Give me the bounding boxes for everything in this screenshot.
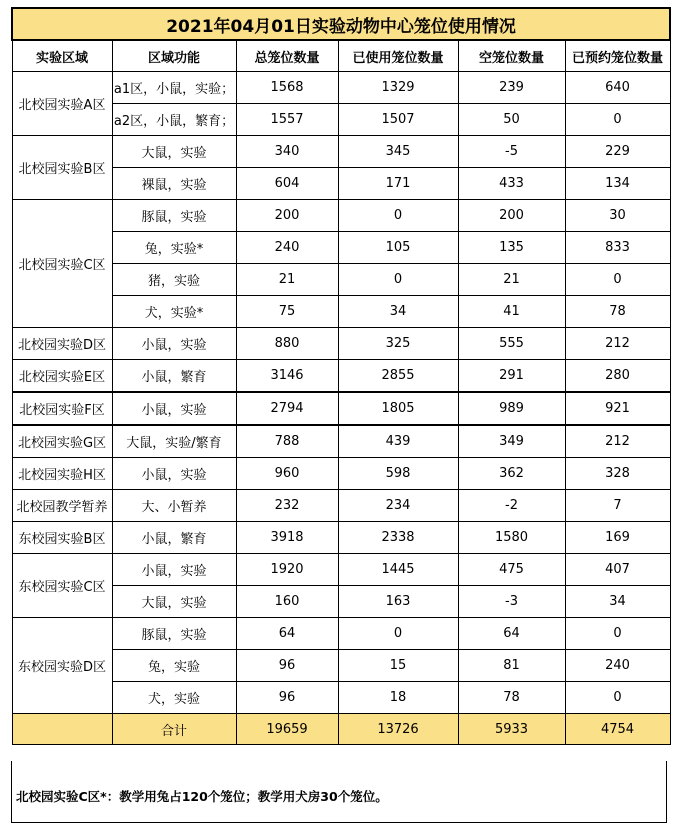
total-cell: 21 bbox=[236, 264, 338, 296]
total-cages: 19659 bbox=[236, 714, 338, 745]
used-cell: 15 bbox=[338, 650, 458, 682]
total-cell: 3918 bbox=[236, 522, 338, 554]
table-row bbox=[12, 490, 670, 522]
used-cell: 598 bbox=[338, 458, 458, 490]
function-cell: a1区，小鼠，实验； bbox=[112, 72, 236, 104]
empty-cell: 989 bbox=[458, 392, 565, 425]
reserved-cell: 280 bbox=[565, 360, 670, 393]
used-cell: 171 bbox=[338, 168, 458, 200]
function-cell: 猪，实验 bbox=[112, 264, 236, 296]
total-row-blank bbox=[12, 714, 112, 745]
reserved-cell: 229 bbox=[565, 136, 670, 168]
empty-cell: 239 bbox=[458, 72, 565, 104]
zone-name-cell: 北校园实验E区 bbox=[12, 360, 112, 393]
table-title: 2021年04月01日实验动物中心笼位使用情况 bbox=[12, 8, 670, 40]
reserved-cell: 7 bbox=[565, 490, 670, 522]
zone-name-cell: 北校园教学暂养 bbox=[12, 490, 112, 522]
header-function: 区域功能 bbox=[112, 40, 236, 72]
reserved-cell: 640 bbox=[565, 72, 670, 104]
function-cell: 兔，实验* bbox=[112, 232, 236, 264]
total-cell: 96 bbox=[236, 682, 338, 714]
total-cell: 75 bbox=[236, 296, 338, 328]
function-cell: 兔，实验 bbox=[112, 650, 236, 682]
empty-cell: 64 bbox=[458, 618, 565, 650]
table-row bbox=[12, 200, 670, 232]
total-cell: 232 bbox=[236, 490, 338, 522]
used-cell: 325 bbox=[338, 328, 458, 360]
used-cell: 163 bbox=[338, 586, 458, 618]
empty-cell: 433 bbox=[458, 168, 565, 200]
zone-name-cell: 东校园实验C区 bbox=[12, 554, 112, 618]
total-cell: 2794 bbox=[236, 392, 338, 425]
function-cell: 大鼠，实验 bbox=[112, 586, 236, 618]
used-cell: 2855 bbox=[338, 360, 458, 393]
table-row bbox=[12, 392, 670, 425]
empty-cell: 81 bbox=[458, 650, 565, 682]
zone-name-cell: 北校园实验A区 bbox=[12, 72, 112, 136]
zone-name-cell: 东校园实验D区 bbox=[12, 618, 112, 714]
used-cell: 345 bbox=[338, 136, 458, 168]
used-cell: 1445 bbox=[338, 554, 458, 586]
function-cell: 小鼠，实验 bbox=[112, 554, 236, 586]
reserved-cell: 0 bbox=[565, 618, 670, 650]
empty-cell: 1580 bbox=[458, 522, 565, 554]
total-cell: 64 bbox=[236, 618, 338, 650]
table-row bbox=[12, 360, 670, 393]
used-cell: 105 bbox=[338, 232, 458, 264]
total-cell: 3146 bbox=[236, 360, 338, 393]
used-cell: 18 bbox=[338, 682, 458, 714]
total-cell: 1568 bbox=[236, 72, 338, 104]
reserved-cell: 833 bbox=[565, 232, 670, 264]
zone-name-cell: 北校园实验H区 bbox=[12, 458, 112, 490]
header-reserved: 已预约笼位数量 bbox=[565, 40, 670, 72]
zone-name-cell: 北校园实验C区 bbox=[12, 200, 112, 328]
total-cell: 240 bbox=[236, 232, 338, 264]
function-cell: 裸鼠，实验 bbox=[112, 168, 236, 200]
empty-cell: 362 bbox=[458, 458, 565, 490]
function-cell: 大鼠，实验/繁育 bbox=[112, 425, 236, 458]
table-body bbox=[12, 72, 670, 714]
reserved-cell: 0 bbox=[565, 104, 670, 136]
used-cell: 1507 bbox=[338, 104, 458, 136]
reserved-cell: 134 bbox=[565, 168, 670, 200]
reserved-cell: 328 bbox=[565, 458, 670, 490]
zone-name-cell: 北校园实验D区 bbox=[12, 328, 112, 360]
empty-cell: 291 bbox=[458, 360, 565, 393]
table-row bbox=[12, 618, 670, 650]
total-empty: 5933 bbox=[458, 714, 565, 745]
total-cell: 604 bbox=[236, 168, 338, 200]
empty-cell: 200 bbox=[458, 200, 565, 232]
total-cell: 200 bbox=[236, 200, 338, 232]
function-cell: 豚鼠，实验 bbox=[112, 200, 236, 232]
function-cell: 大鼠，实验 bbox=[112, 136, 236, 168]
total-cell: 96 bbox=[236, 650, 338, 682]
zone-name-cell: 北校园实验F区 bbox=[12, 392, 112, 425]
total-used: 13726 bbox=[338, 714, 458, 745]
table-row bbox=[12, 136, 670, 168]
empty-cell: -3 bbox=[458, 586, 565, 618]
table-row bbox=[12, 328, 670, 360]
table-row bbox=[12, 458, 670, 490]
function-cell: 小鼠，繁育 bbox=[112, 360, 236, 393]
function-cell: 犬，实验 bbox=[112, 682, 236, 714]
reserved-cell: 240 bbox=[565, 650, 670, 682]
total-cell: 788 bbox=[236, 425, 338, 458]
used-cell: 2338 bbox=[338, 522, 458, 554]
used-cell: 0 bbox=[338, 264, 458, 296]
empty-cell: 78 bbox=[458, 682, 565, 714]
empty-cell: -2 bbox=[458, 490, 565, 522]
total-label: 合计 bbox=[112, 714, 236, 745]
reserved-cell: 212 bbox=[565, 425, 670, 458]
header-empty: 空笼位数量 bbox=[458, 40, 565, 72]
empty-cell: -5 bbox=[458, 136, 565, 168]
function-cell: 小鼠，繁育 bbox=[112, 522, 236, 554]
reserved-cell: 0 bbox=[565, 264, 670, 296]
used-cell: 0 bbox=[338, 618, 458, 650]
reserved-cell: 30 bbox=[565, 200, 670, 232]
table-row bbox=[12, 554, 670, 586]
function-cell: 犬，实验* bbox=[112, 296, 236, 328]
empty-cell: 555 bbox=[458, 328, 565, 360]
function-cell: a2区，小鼠，繁育； bbox=[112, 104, 236, 136]
empty-cell: 475 bbox=[458, 554, 565, 586]
empty-cell: 349 bbox=[458, 425, 565, 458]
reserved-cell: 78 bbox=[565, 296, 670, 328]
header-total: 总笼位数量 bbox=[236, 40, 338, 72]
header-zone: 实验区域 bbox=[12, 40, 112, 72]
total-cell: 1557 bbox=[236, 104, 338, 136]
table-row bbox=[12, 425, 670, 458]
total-cell: 340 bbox=[236, 136, 338, 168]
total-reserved: 4754 bbox=[565, 714, 670, 745]
function-cell: 小鼠，实验 bbox=[112, 328, 236, 360]
zone-name-cell: 北校园实验B区 bbox=[12, 136, 112, 200]
cage-usage-sheet bbox=[11, 7, 669, 745]
reserved-cell: 0 bbox=[565, 682, 670, 714]
empty-cell: 21 bbox=[458, 264, 565, 296]
used-cell: 1805 bbox=[338, 392, 458, 425]
empty-cell: 50 bbox=[458, 104, 565, 136]
used-cell: 439 bbox=[338, 425, 458, 458]
table-row bbox=[12, 72, 670, 104]
total-cell: 1920 bbox=[236, 554, 338, 586]
empty-cell: 41 bbox=[458, 296, 565, 328]
function-cell: 小鼠，实验 bbox=[112, 458, 236, 490]
reserved-cell: 169 bbox=[565, 522, 670, 554]
total-cell: 880 bbox=[236, 328, 338, 360]
used-cell: 34 bbox=[338, 296, 458, 328]
function-cell: 小鼠，实验 bbox=[112, 392, 236, 425]
used-cell: 0 bbox=[338, 200, 458, 232]
empty-cell: 135 bbox=[458, 232, 565, 264]
table-row bbox=[12, 522, 670, 554]
footnote-box bbox=[11, 761, 667, 823]
footnote-text: 北校园实验C区*：教学用兔占120个笼位；教学用犬房30个笼位。 bbox=[16, 789, 388, 804]
reserved-cell: 407 bbox=[565, 554, 670, 586]
zone-name-cell: 北校园实验G区 bbox=[12, 425, 112, 458]
cage-usage-table bbox=[11, 7, 671, 745]
reserved-cell: 34 bbox=[565, 586, 670, 618]
used-cell: 1329 bbox=[338, 72, 458, 104]
function-cell: 大、小暂养 bbox=[112, 490, 236, 522]
total-cell: 960 bbox=[236, 458, 338, 490]
zone-name-cell: 东校园实验B区 bbox=[12, 522, 112, 554]
function-cell: 豚鼠，实验 bbox=[112, 618, 236, 650]
total-cell: 160 bbox=[236, 586, 338, 618]
used-cell: 234 bbox=[338, 490, 458, 522]
reserved-cell: 921 bbox=[565, 392, 670, 425]
header-used: 已使用笼位数量 bbox=[338, 40, 458, 72]
reserved-cell: 212 bbox=[565, 328, 670, 360]
